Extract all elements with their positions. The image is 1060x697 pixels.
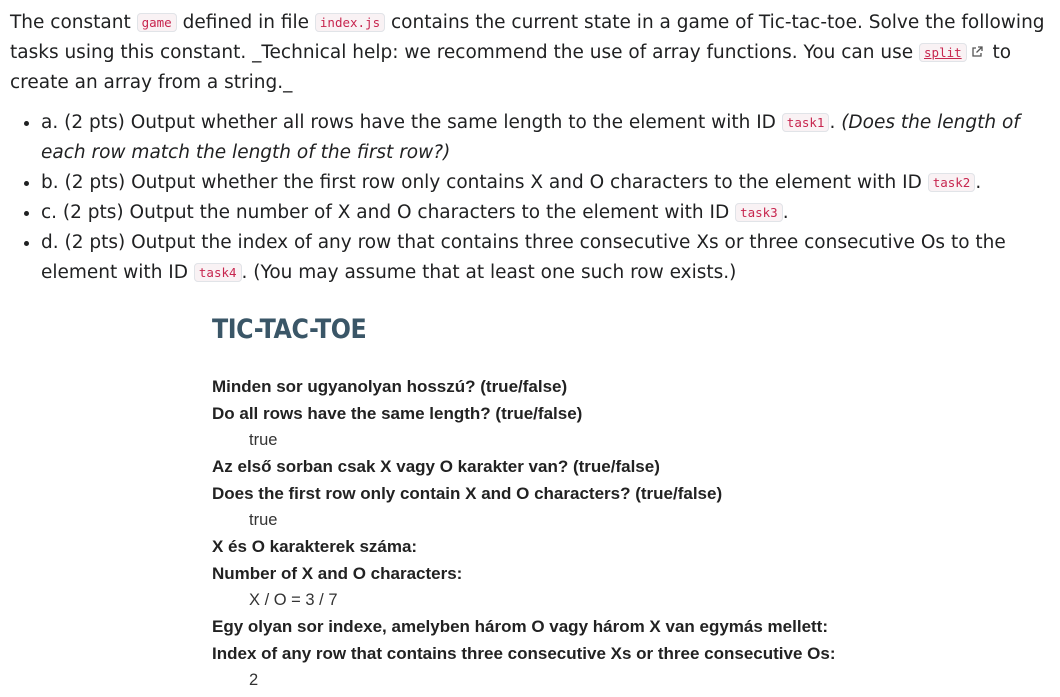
question-4-hu: Egy olyan sor indexe, amelyben három O vagy három X van egymás mellett: [212, 617, 829, 636]
question-1-hu: Minden sor ugyanolyan hosszú? (true/false) [212, 377, 568, 396]
code-task4: task4 [194, 263, 242, 282]
question-3-en: Number of X and O characters: [212, 563, 463, 583]
question-3-hu: X és O karakterek száma: [212, 537, 418, 556]
code-index-js: index.js [315, 13, 385, 32]
intro-text-4: to create an array from a string._ [10, 42, 1012, 93]
code-task1: task1 [782, 113, 830, 132]
split-link[interactable]: split [919, 43, 967, 62]
intro-text-3: contains the current state in a game of Tic-tac-toe. Solve the following tasks using this constant. _Technical help: we recommend the use of array functions. You can use [10, 12, 1045, 63]
task-c-after: . [782, 202, 789, 223]
question-1-en: Do all rows have the same length? (true/false) [212, 403, 583, 423]
intro-text-1: The constant [10, 12, 137, 33]
question-2-en: Does the first row only contain X and O characters? (true/false) [212, 483, 723, 503]
task-list [10, 108, 1055, 288]
code-game: game [137, 13, 177, 32]
question-2-hu: Az első sorban csak X vagy O karakter van? (true/false) [212, 457, 660, 476]
code-task2: task2 [928, 173, 976, 192]
answer-task4: 2 [249, 671, 259, 689]
task-a-text: a. (2 pts) Output whether all rows have the same length to the element with ID [41, 112, 782, 133]
intro-paragraph [10, 8, 1055, 98]
task-item-c [41, 198, 1055, 228]
task-a-after: . [829, 112, 842, 133]
intro-text-2: defined in file [176, 12, 315, 33]
task-d-text: d. (2 pts) Output the index of any row that contains three consecutive Xs or three consecutive Os to the element with ID [41, 232, 1006, 283]
task-item-d [41, 228, 1055, 288]
answer-task1: true [249, 431, 278, 449]
task-description [10, 8, 1055, 288]
code-task3: task3 [735, 203, 783, 222]
task-b-after: . [975, 172, 982, 193]
answer-task3: X / O = 3 / 7 [249, 591, 338, 609]
task-item-b [41, 168, 1055, 198]
expected-output-preview [212, 312, 912, 694]
preview-title: TIC-TAC-TOE [212, 314, 367, 345]
task-item-a [41, 108, 1055, 168]
task-b-text: b. (2 pts) Output whether the first row only contains X and O characters to the element with ID [41, 172, 928, 193]
answer-task2: true [249, 511, 278, 529]
task-a-hint: (Does the length of each row match the length of the first row?) [41, 112, 1020, 163]
task-d-after: . (You may assume that at least one such row exists.) [241, 262, 737, 283]
question-4-en: Index of any row that contains three consecutive Xs or three consecutive Os: [212, 643, 836, 663]
external-link-icon[interactable] [971, 46, 983, 58]
task-c-text: c. (2 pts) Output the number of X and O characters to the element with ID [41, 202, 736, 223]
